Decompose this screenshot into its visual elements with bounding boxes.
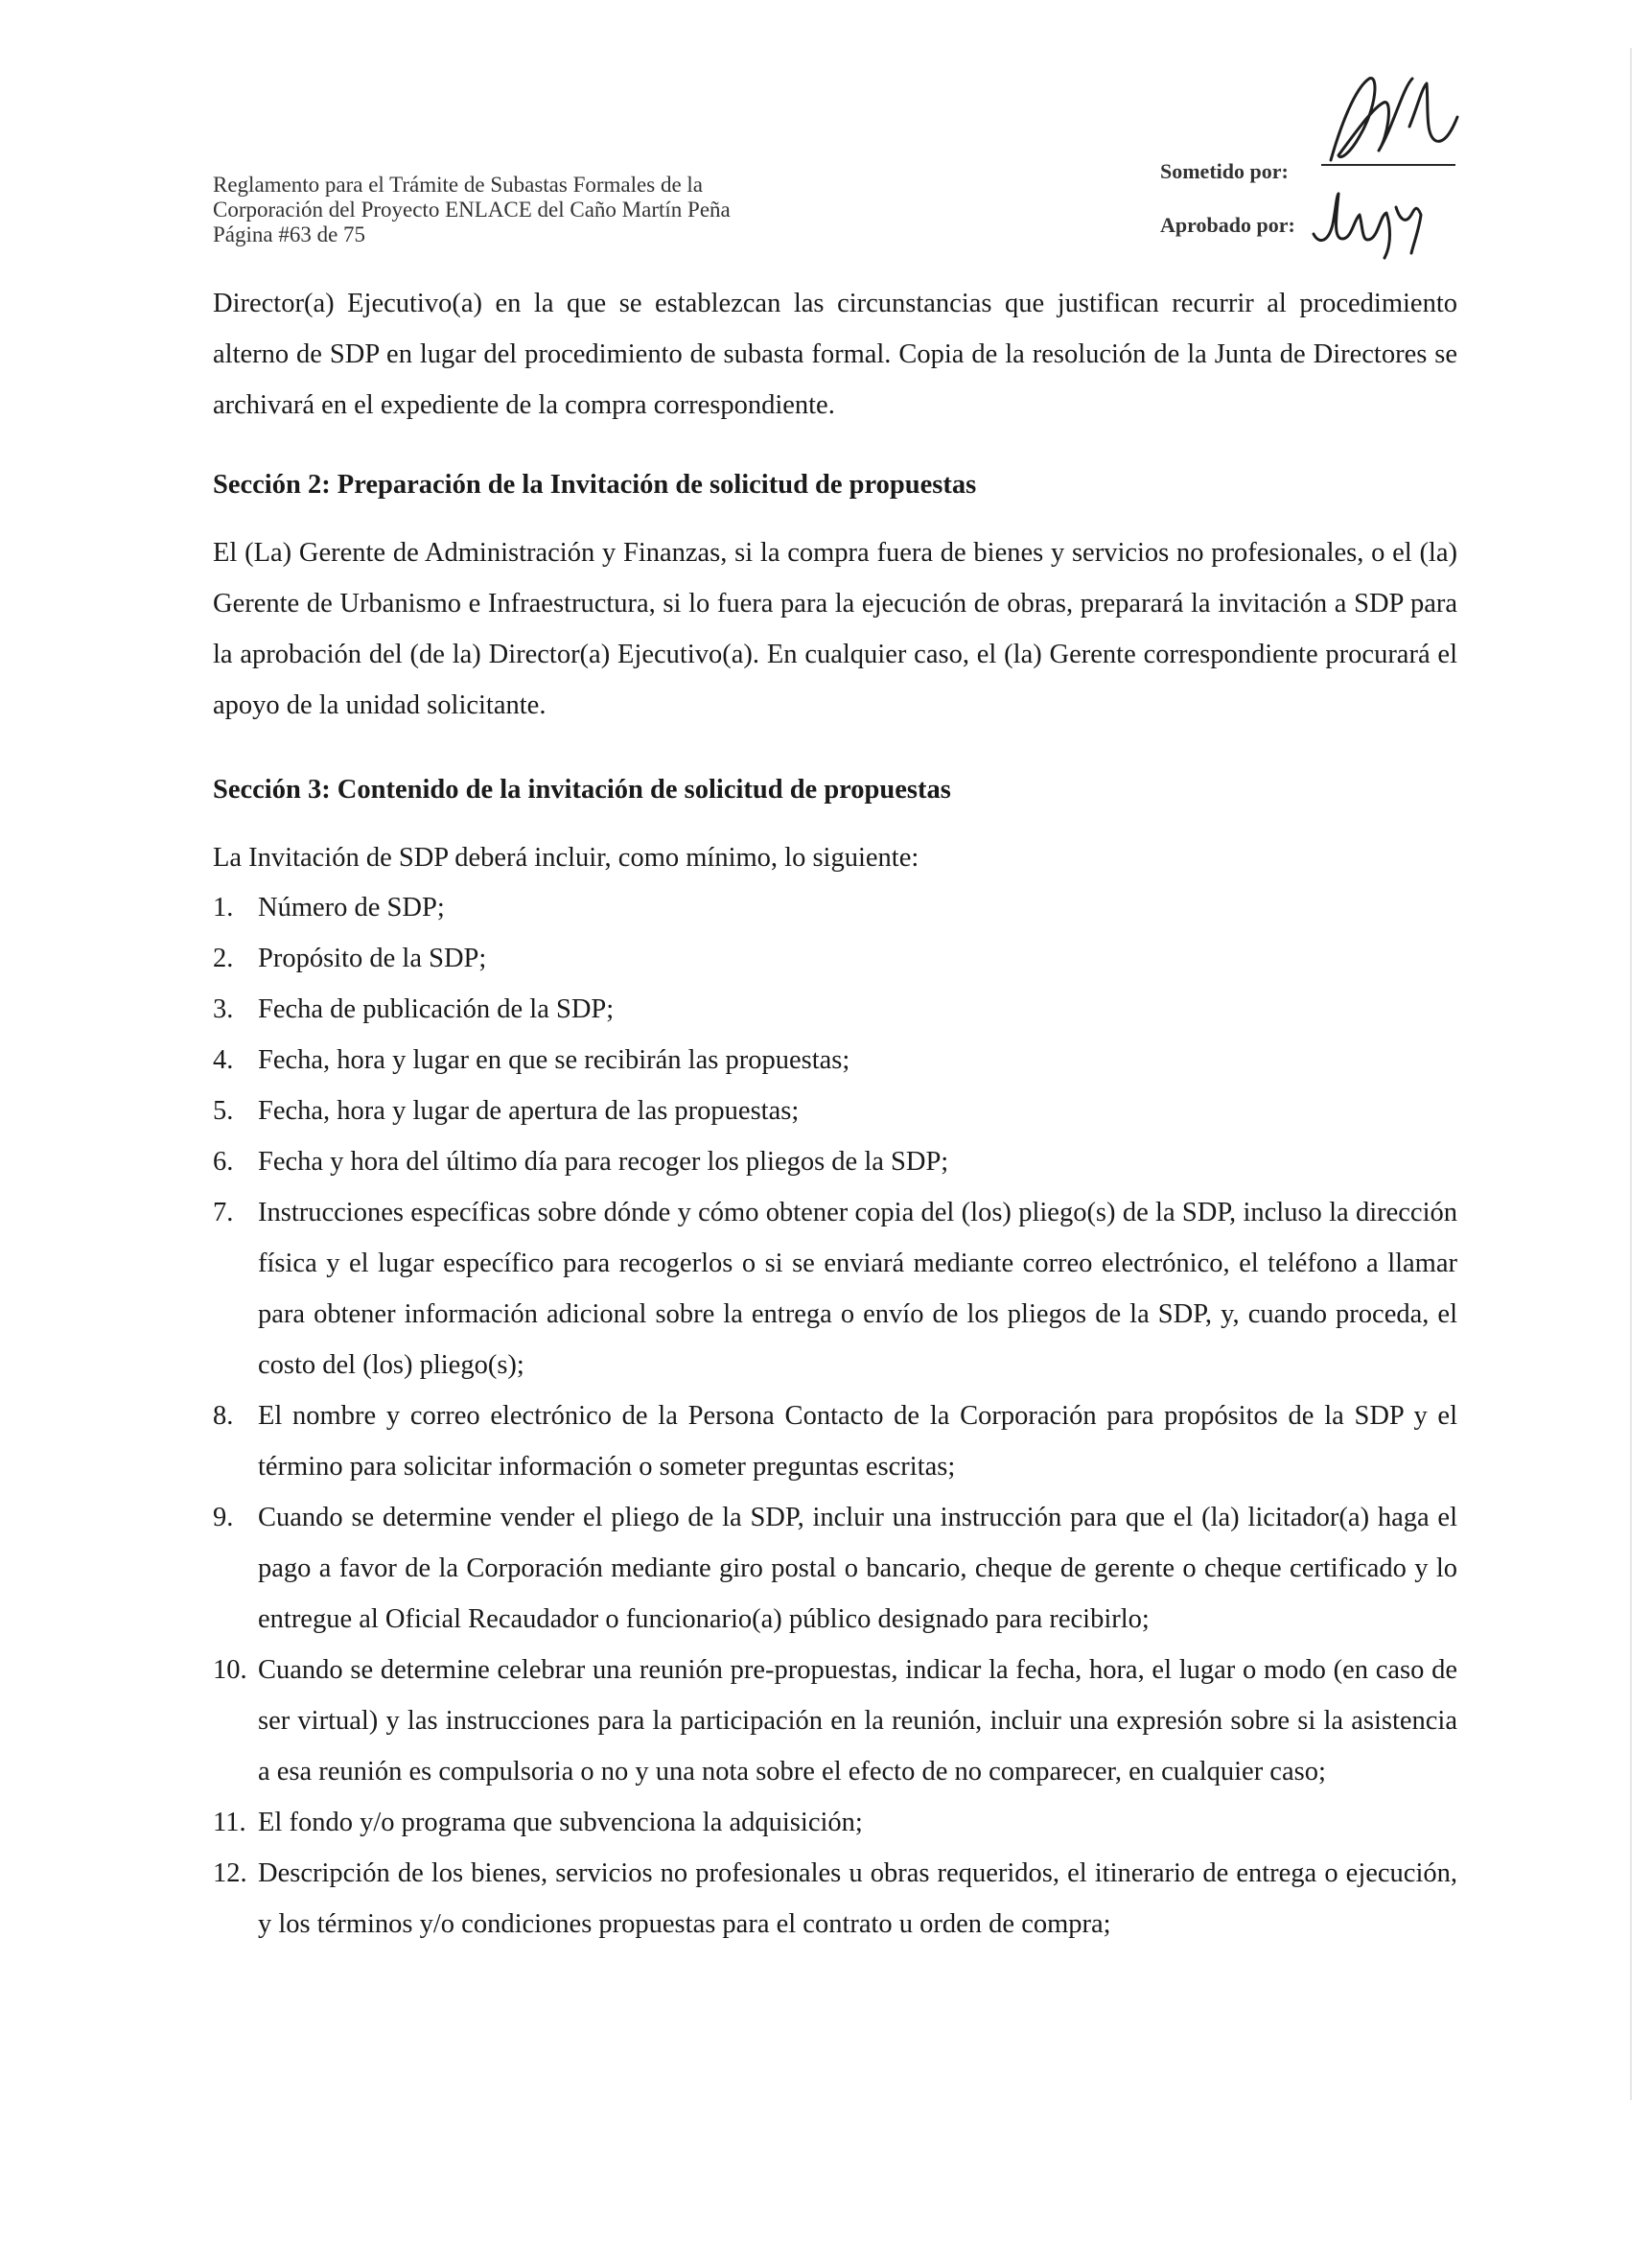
list-item <box>213 933 1457 984</box>
section-3-heading: Sección 3: Contenido de la invitación de solicitud de propuestas <box>213 775 951 805</box>
section-2-body: El (La) Gerente de Administración y Finanzas, si la compra fuera de bienes y servicios no profesionales, o el (la) Gerente de Urbanismo e Infraestructura, si lo fuera para la ejecución de obras, preparará la invitación a SDP para la aprobación del (de la) Director(a) Ejecutivo(a). En cualquier caso, el (la) Gerente correspondiente procurará el apoyo de la unidad solicitante. <box>213 538 1457 720</box>
list-item-text: Número de SDP; <box>258 893 445 922</box>
list-item-number: 3. <box>213 994 234 1024</box>
submitted-signature-icon <box>1302 69 1465 184</box>
submitted-by-label: Sometido por: <box>1160 159 1289 183</box>
section-2-heading: Sección 2: Preparación de la Invitación de solicitud de propuestas <box>213 470 977 500</box>
list-item-text: Cuando se determine vender el pliego de la SDP, incluir una instrucción para que el (la) licitador(a) haga el pago a favor de la Corporación mediante giro postal o bancario, cheque de gerente o cheque certificado y lo entregue al Oficial Recaudador o funcionario(a) público designado para recibirlo; <box>258 1503 1457 1634</box>
paragraph-1: Director(a) Ejecutivo(a) en la que se establezcan las circunstancias que justifican recurrir al procedimiento alterno de SDP en lugar del procedimiento de subasta formal. Copia de la resolución de la Junta de Directores se archivará en el expediente de la compra correspondiente. <box>213 289 1457 420</box>
list-item <box>213 1492 1457 1645</box>
list-item-number: 6. <box>213 1147 234 1177</box>
list-item <box>213 882 1457 933</box>
list-item-text: El nombre y correo electrónico de la Persona Contacto de la Corporación para propósitos de la SDP y el término para solicitar información o someter preguntas escritas; <box>258 1401 1457 1482</box>
header-page-number: Página #63 de 75 <box>213 222 366 246</box>
list-item-number: 8. <box>213 1401 234 1431</box>
list-item-text: Instrucciones específicas sobre dónde y cómo obtener copia del (los) pliego(s) de la SDP, incluso la dirección física y el lugar específico para recogerlos o si se enviará mediante correo electrónico, el teléfono a llamar para obtener información adicional sobre la entrega o envío de los pliegos de la SDP, y, cuando proceda, el costo del (los) pliego(s); <box>258 1198 1457 1380</box>
list-item <box>213 984 1457 1035</box>
list-item-text: Fecha, hora y lugar en que se recibirán las propuestas; <box>258 1045 850 1075</box>
list-item <box>213 1136 1457 1187</box>
list-item-text: Descripción de los bienes, servicios no profesionales u obras requeridos, el itinerario de entrega o ejecución, y los términos y/o condiciones propuestas para el contrato u orden de compra; <box>258 1858 1457 1939</box>
list-item-number: 7. <box>213 1198 234 1227</box>
scan-edge <box>1630 48 1632 2100</box>
list-item-text: Fecha y hora del último día para recoger los pliegos de la SDP; <box>258 1147 949 1177</box>
section-3-intro: La Invitación de SDP deberá incluir, como mínimo, lo siguiente: <box>213 843 919 873</box>
list-item-text: Propósito de la SDP; <box>258 944 487 973</box>
list-item-text: Cuando se determine celebrar una reunión pre-propuestas, indicar la fecha, hora, el lugar o modo (en caso de ser virtual) y las instrucciones para la participación en la reunión, incluir una expresión sobre si la asistencia a esa reunión es compulsoria o no y una nota sobre el efecto de no comparecer, en cualquier caso; <box>258 1655 1457 1787</box>
header-title-line-1: Reglamento para el Trámite de Subastas Formales de la <box>213 173 703 197</box>
document-header <box>213 173 731 247</box>
list-item-text: Fecha de publicación de la SDP; <box>258 994 615 1024</box>
approved-signature-icon <box>1304 186 1448 263</box>
list-item <box>213 1086 1457 1136</box>
list-item-number: 9. <box>213 1503 234 1532</box>
list-item <box>213 1797 1457 1848</box>
list-item-number: 10. <box>213 1655 247 1685</box>
header-title-line-2: Corporación del Proyecto ENLACE del Caño Martín Peña <box>213 198 731 222</box>
list-item <box>213 1848 1457 1950</box>
requirements-list <box>213 882 1457 1950</box>
list-item-number: 12. <box>213 1858 247 1888</box>
list-item-text: Fecha, hora y lugar de apertura de las propuestas; <box>258 1096 800 1126</box>
list-item <box>213 1390 1457 1492</box>
list-item-number: 2. <box>213 944 234 973</box>
list-item-text: El fondo y/o programa que subvenciona la adquisición; <box>258 1808 863 1837</box>
list-item-number: 1. <box>213 893 234 922</box>
signature-block <box>1160 146 1467 270</box>
list-item <box>213 1035 1457 1086</box>
list-item-number: 5. <box>213 1096 234 1126</box>
list-item <box>213 1645 1457 1797</box>
list-item <box>213 1187 1457 1390</box>
list-item-number: 11. <box>213 1808 246 1837</box>
list-item-number: 4. <box>213 1045 234 1075</box>
approved-by-label: Aprobado por: <box>1160 213 1295 237</box>
